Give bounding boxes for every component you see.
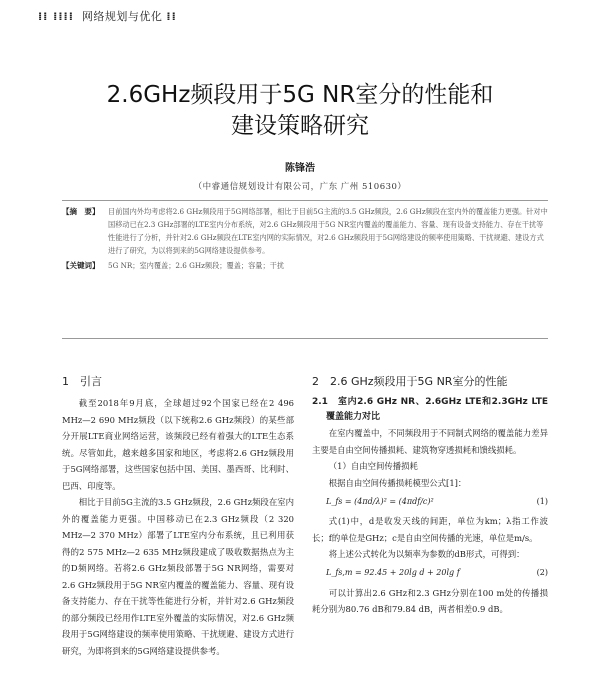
db-form-intro: 将上述公式转化为以频率为参数的dB形式，可得到： — [328, 549, 525, 559]
header-bars-icon: ⁞⁞ ⁞⁞⁞⁞ — [38, 10, 74, 23]
author-name: 陈锋浩 — [285, 163, 315, 174]
left-column — [62, 373, 294, 659]
intro-paragraph-1: 截至2018年9月底，全球超过92个国家已经在2 496 MHz—2 690 MHz频段（以下统称2.6 GHz频段）的某些部分开展LTE商业网络运营，该频段已经有着强大的LTE生态系统。尽管如此，越来越多国家和地区，考虑将2.6 GHz频段用于5G网络部署，这些国家包括中国、美国、墨西哥、比利时、巴西、印度等。 — [62, 398, 294, 491]
intro-paragraph-2: 相比于目前5G主流的3.5 GHz频段，2.6 GHz频段在室内外的覆盖能力更强。中国移动已在2.3 GHz频段（2 320 MHz—2 370 MHz）部署了LTE室内分布系统，且已利用获得的2 575 MHz—2 635 MHz频段建成了吸收数据热点为主的D频网络。若将2.6 GHz频段部署于5G NR网络，需要对2.6 GHz频段用于5G NR室内覆盖的覆盖能力、容量、现有设备支持能力、存在干扰等性能进行分析，并针对2.6 GHz频段的部分频段已经用作LTE室外覆盖的实际情况，对2.6 GHz频段用于5G网络建设的频率使用策略、干扰规避、建设方式进行研究，为即将到来的5G网络建设提供参考。 — [62, 497, 294, 656]
keywords-text: 5G NR；室内覆盖；2.6 GHz频段；覆盖；容量；干扰 — [108, 261, 285, 270]
keywords-row — [62, 259, 548, 272]
formula-intro: 根据自由空间传播损耗模型公式[1]： — [328, 477, 467, 488]
author-affiliation: （中睿通信规划设计有限公司，广东 广州 510630） — [193, 182, 407, 192]
abstract-bottom-rule — [62, 338, 548, 339]
abstract-row — [62, 205, 548, 257]
right-column — [312, 373, 548, 618]
title-line-2: 建设策略研究 — [231, 113, 369, 139]
subsection-heading-coverage: 2.1 室内2.6 GHz NR、2.6GHz LTE和2.3GHz LTE覆盖能力对比 — [312, 397, 548, 422]
abstract-top-rule — [62, 200, 548, 201]
title-line-1: 2.6GHz频段用于5G NR室分的性能和 — [106, 82, 494, 108]
equation-2 — [312, 563, 548, 585]
equation-1-number: (1) — [536, 496, 548, 506]
equation-2-expression: L_fs,m = 92.45 + 20lg d + 20lg f — [326, 568, 460, 578]
abstract-label: 【摘 要】 — [62, 207, 100, 216]
coverage-paragraph-1: 在室内覆盖中，不同频段用于不同制式网络的覆盖能力差异主要是自由空间传播损耗、建筑物穿透损耗和馈线损耗。 — [312, 428, 548, 455]
section-name: 网络规划与优化 — [81, 10, 163, 23]
loss-result-paragraph: 可以计算出2.6 GHz和2.3 GHz分别在100 m处的传播损耗分别为80.76 dB和79.84 dB，两者相差0.9 dB。 — [312, 587, 548, 614]
keywords-label: 【关键词】 — [62, 261, 100, 270]
free-space-loss-heading: （1）自由空间传播损耗 — [328, 461, 418, 471]
section-heading-performance: 2 2.6 GHz频段用于5G NR室分的性能 — [312, 375, 508, 388]
abstract-text: 目前国内外均考虑将2.6 GHz频段用于5G网络部署，相比于目前5G主流的3.5 GHz频段，2.6 GHz频段在室内外的覆盖能力更强。针对中国移动已在2.3 GHz部署的LTE室内分布系统，对2.6 GHz频段用于5G NR室内覆盖的覆盖能力、容量、现有设备支持能力、存在干扰等性能进行了分析，并针对2.6 GHz频段在LTE室内网的实际情况，对2.6 GHz频段用于5G网络建设的频率使用策略、干扰规避、建设方式进行了研究，为以将到来的5G网络建设提供参考。 — [108, 207, 548, 255]
equation-2-number: (2) — [536, 568, 548, 578]
header-bars-end-icon: ⁞⁞ — [166, 10, 177, 23]
section-heading-intro: 1 引言 — [62, 375, 102, 388]
equation-1 — [312, 491, 548, 513]
abstract-block — [62, 205, 548, 272]
equation-1-explanation: 式(1)中，d是收发天线的间距，单位为km；λ指工作波长；f的单位是GHz；c是自由空间传播的光速，单位是m/s。 — [312, 516, 548, 543]
equation-1-expression: L_fs = (4πd/λ)² = (4πdf/c)² — [326, 496, 434, 506]
journal-section-header — [38, 8, 181, 24]
article-title — [0, 80, 600, 142]
